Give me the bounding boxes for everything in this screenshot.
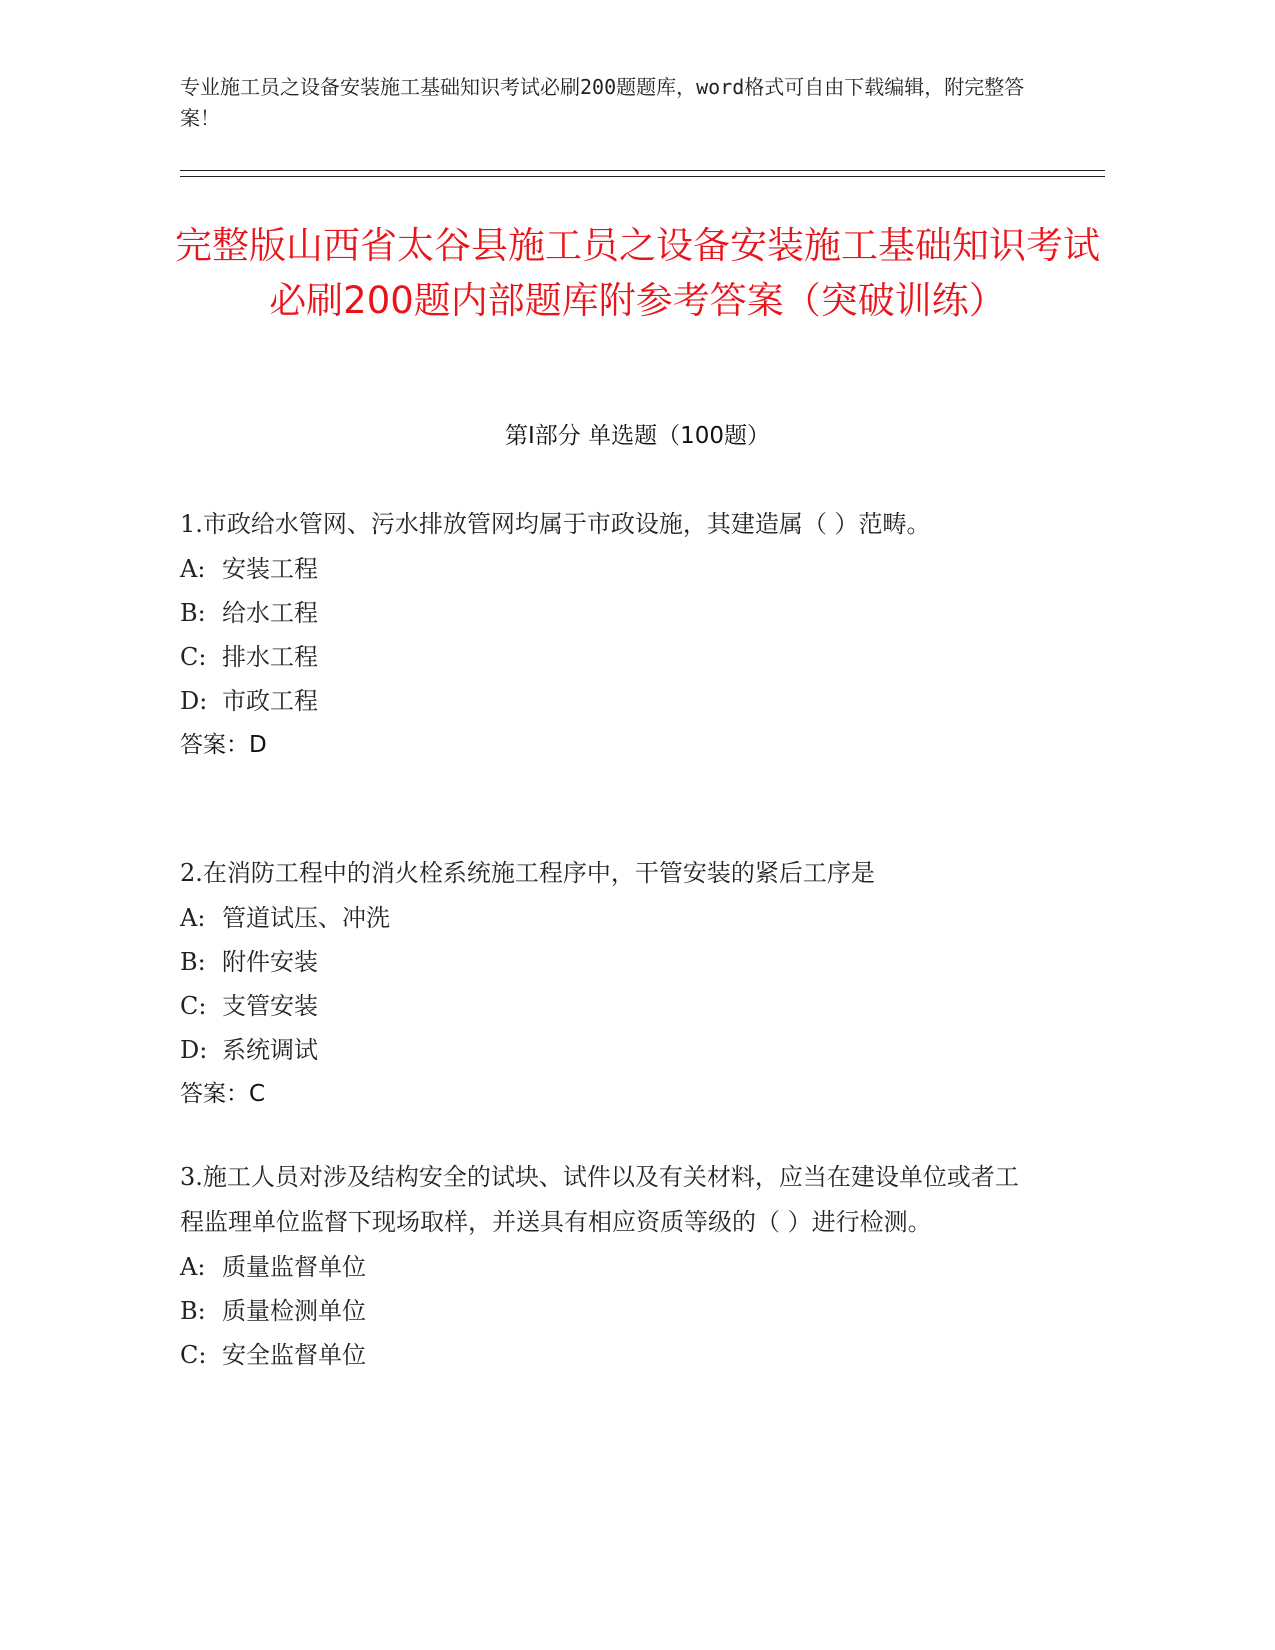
- section-heading: 第Ⅰ部分 单选题（100题）: [505, 423, 770, 449]
- option-label: A:: [180, 904, 206, 932]
- option-text: 支管安装: [222, 992, 318, 1020]
- option-text: 质量监督单位: [222, 1253, 366, 1281]
- option-label: B:: [180, 948, 206, 976]
- document-title: 完整版山西省太谷县施工员之设备安装施工基础知识考试必刷200题内部题库附参考答案（突破训练）: [175, 224, 1100, 322]
- header-rule-top: [180, 170, 1105, 171]
- option-text: 安全监督单位: [222, 1341, 366, 1369]
- option-label: A:: [180, 555, 206, 583]
- option-label: C:: [180, 992, 207, 1020]
- option-d: [180, 679, 1030, 723]
- option-label: A:: [180, 1253, 206, 1281]
- option-text: 质量检测单位: [222, 1297, 366, 1325]
- question-stem: 2.在消防工程中的消火栓系统施工程序中，干管安装的紧后工序是: [180, 859, 875, 887]
- option-c: [180, 1333, 1030, 1377]
- option-text: 系统调试: [222, 1036, 318, 1064]
- option-a: [180, 547, 1030, 591]
- option-b: [180, 940, 1030, 984]
- header-note: 专业施工员之设备安装施工基础知识考试必刷200题题库，word格式可自由下载编辑，附完整答案！: [180, 75, 1025, 130]
- question-2: [180, 851, 1030, 1116]
- option-d: [180, 1028, 1030, 1072]
- option-text: 市政工程: [222, 687, 318, 715]
- option-text: 排水工程: [222, 643, 318, 671]
- option-label: D:: [180, 687, 208, 715]
- option-b: [180, 591, 1030, 635]
- question-3: [180, 1155, 1030, 1377]
- answer: 答案：D: [180, 732, 267, 758]
- option-b: [180, 1289, 1030, 1333]
- option-label: D:: [180, 1036, 208, 1064]
- option-a: [180, 1245, 1030, 1289]
- answer: 答案：C: [180, 1081, 266, 1107]
- option-c: [180, 984, 1030, 1028]
- option-c: [180, 635, 1030, 679]
- question-stem: 3.施工人员对涉及结构安全的试块、试件以及有关材料，应当在建设单位或者工程监理单位监督下现场取样，并送具有相应资质等级的（ ）进行检测。: [180, 1163, 1019, 1236]
- option-label: C:: [180, 643, 207, 671]
- option-a: [180, 896, 1030, 940]
- option-text: 管道试压、冲洗: [222, 904, 390, 932]
- question-stem: 1.市政给水管网、污水排放管网均属于市政设施，其建造属（ ）范畴。: [180, 510, 931, 538]
- option-text: 安装工程: [222, 555, 318, 583]
- header-rule-bottom: [180, 176, 1105, 177]
- question-1: [180, 502, 1030, 767]
- option-label: C:: [180, 1341, 207, 1369]
- option-label: B:: [180, 1297, 206, 1325]
- option-text: 给水工程: [222, 599, 318, 627]
- option-label: B:: [180, 599, 206, 627]
- option-text: 附件安装: [222, 948, 318, 976]
